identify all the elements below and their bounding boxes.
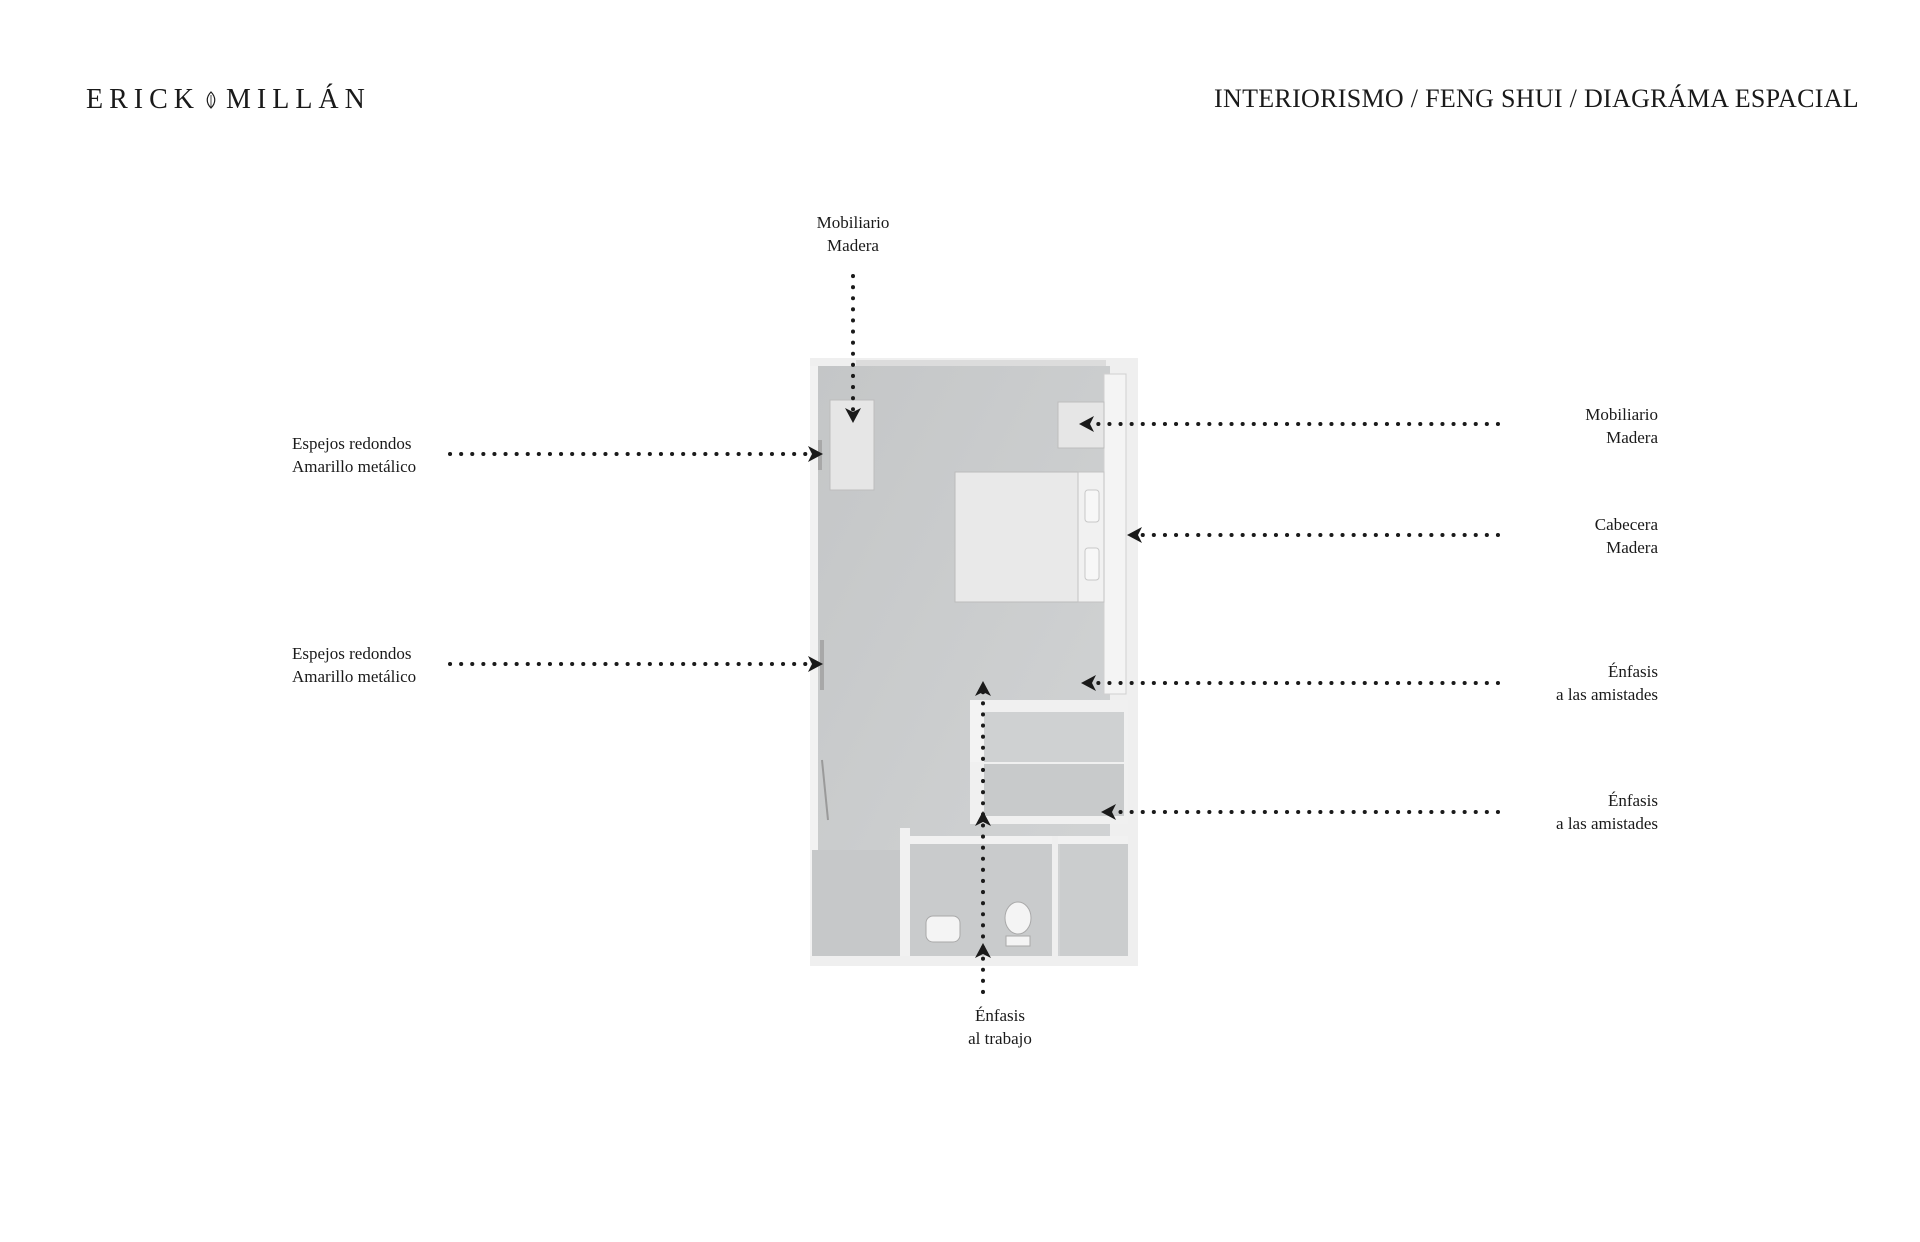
toilet [1005, 902, 1031, 934]
logo-text-millan: MILLÁN [226, 84, 371, 115]
headboard-wall-panel [1104, 374, 1126, 694]
pillow-top [1085, 490, 1099, 522]
sink [926, 916, 960, 942]
closet [970, 700, 1128, 824]
window-strip [856, 360, 1106, 366]
room-plan [810, 358, 1138, 966]
label-right-furniture: Mobiliario Madera [1585, 405, 1658, 447]
arrow-left-mirrors-1 [450, 446, 823, 462]
arrow-right-headboard [1127, 527, 1498, 543]
label-top-furniture: Mobiliario Madera [816, 213, 890, 255]
arrow-left-mirrors-2 [450, 656, 823, 672]
label-right-friends-1: Énfasis a las amistades [1556, 662, 1658, 704]
label-left-mirrors-1: Espejos redondos Amarillo metálico [292, 434, 417, 476]
pillow-bottom [1085, 548, 1099, 580]
logo-text-erick: ERICK [86, 84, 200, 115]
floor-base [810, 956, 1138, 966]
shower-area [1060, 844, 1128, 956]
bathroom-partition [900, 828, 910, 960]
bed [955, 472, 1104, 602]
label-right-headboard: Cabecera Madera [1594, 515, 1658, 557]
arrow-right-friends-2 [1101, 804, 1498, 820]
page-title: INTERIORISMO / FENG SHUI / DIAGRÁMA ESPACIAL [1214, 84, 1859, 113]
label-left-mirrors-2: Espejos redondos Amarillo metálico [292, 644, 417, 686]
arrow-right-friends-1 [1081, 675, 1498, 691]
label-bottom-work: Énfasis al trabajo [968, 1006, 1032, 1048]
arrow-right-furniture [1079, 416, 1498, 432]
label-right-friends-2: Énfasis a las amistades [1556, 791, 1658, 833]
